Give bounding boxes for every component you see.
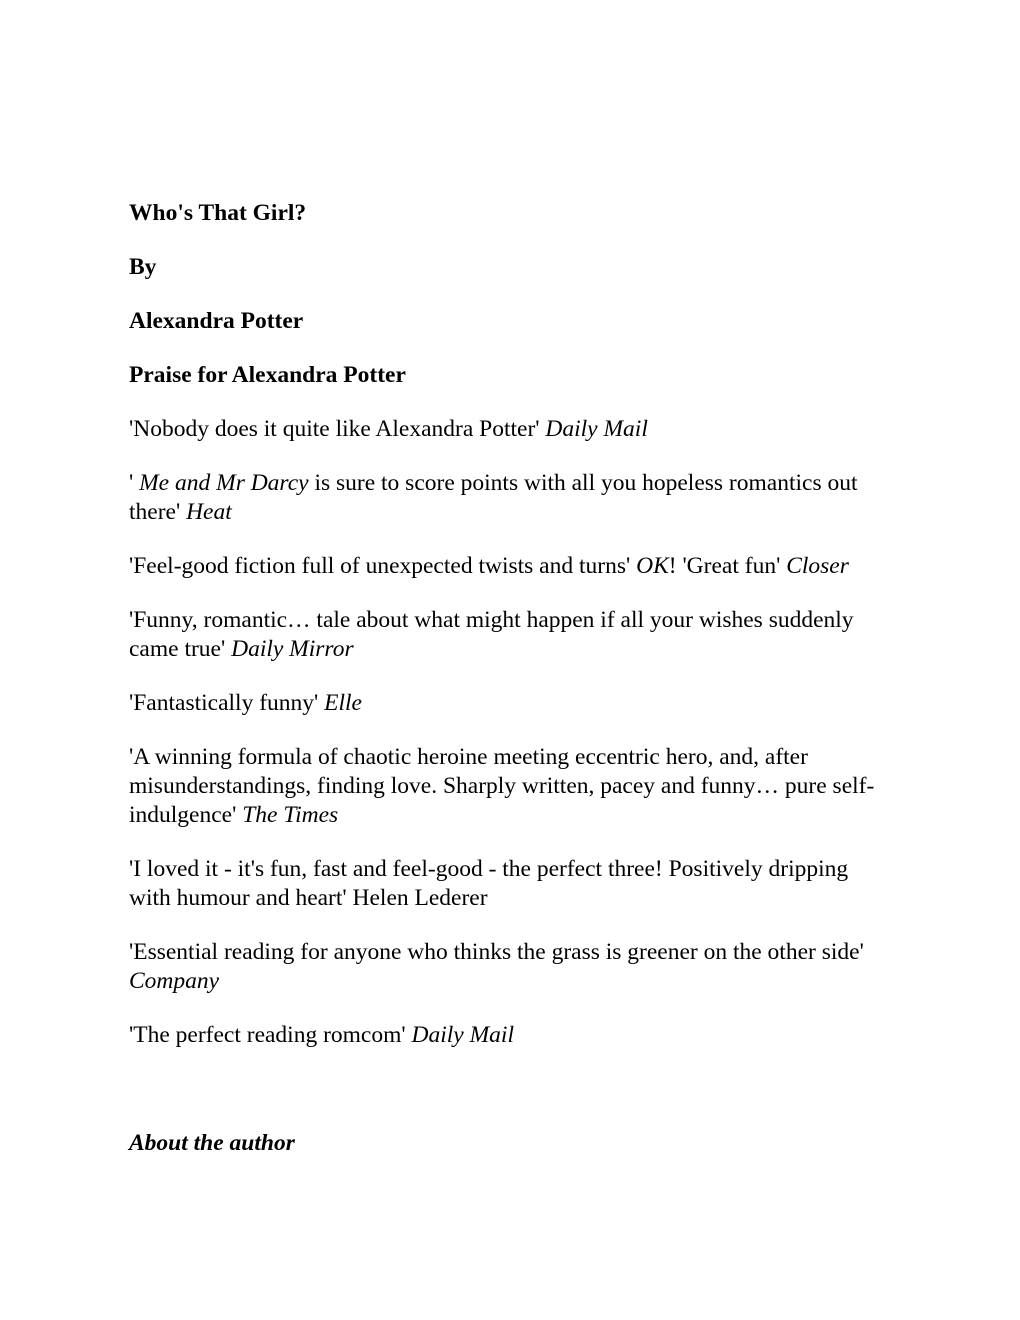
by-label: By [129, 254, 157, 280]
quote-source: The Times [242, 802, 339, 828]
author-name: Alexandra Potter [129, 308, 304, 334]
praise-quote: 'A winning formula of chaotic heroine meeting eccentric hero, and, after misunderstandings, finding love. Sharply written, pacey and funny… pure self-indulgence' The Times [129, 744, 875, 828]
praise-quote: 'Essential reading for anyone who thinks the grass is greener on the other side' Company [129, 939, 864, 994]
quote-source: Elle [324, 690, 362, 716]
book-title: Who's That Girl? [129, 200, 307, 226]
praise-quote: 'I loved it - it's fun, fast and feel-good - the perfect three! Positively dripping with humour and heart' Helen Lederer [129, 856, 849, 911]
quote-source: Daily Mail [411, 1022, 514, 1048]
praise-quote: 'The perfect reading romcom' Daily Mail [129, 1022, 514, 1048]
praise-quote: 'Nobody does it quite like Alexandra Potter' Daily Mail [129, 416, 648, 442]
quote-source: OK [636, 553, 669, 579]
book-title-reference: Me and Mr Darcy [139, 470, 309, 496]
quote-source: Heat [186, 499, 232, 525]
praise-quote: ' Me and Mr Darcy is sure to score points with all you hopeless romantics out there' Heat [129, 470, 858, 525]
about-author-heading: About the author [129, 1130, 295, 1156]
document-page [129, 199, 889, 1158]
praise-quote: 'Fantastically funny' Elle [129, 690, 362, 716]
quote-source: Company [129, 968, 220, 994]
praise-quote: 'Feel-good fiction full of unexpected twists and turns' OK! 'Great fun' Closer [129, 553, 849, 579]
quote-source: Daily Mirror [231, 636, 354, 662]
quote-source: Daily Mail [545, 416, 648, 442]
quote-source: Closer [786, 553, 849, 579]
praise-quote: 'Funny, romantic… tale about what might happen if all your wishes suddenly came true' Daily Mirror [129, 607, 854, 662]
praise-heading: Praise for Alexandra Potter [129, 362, 406, 388]
